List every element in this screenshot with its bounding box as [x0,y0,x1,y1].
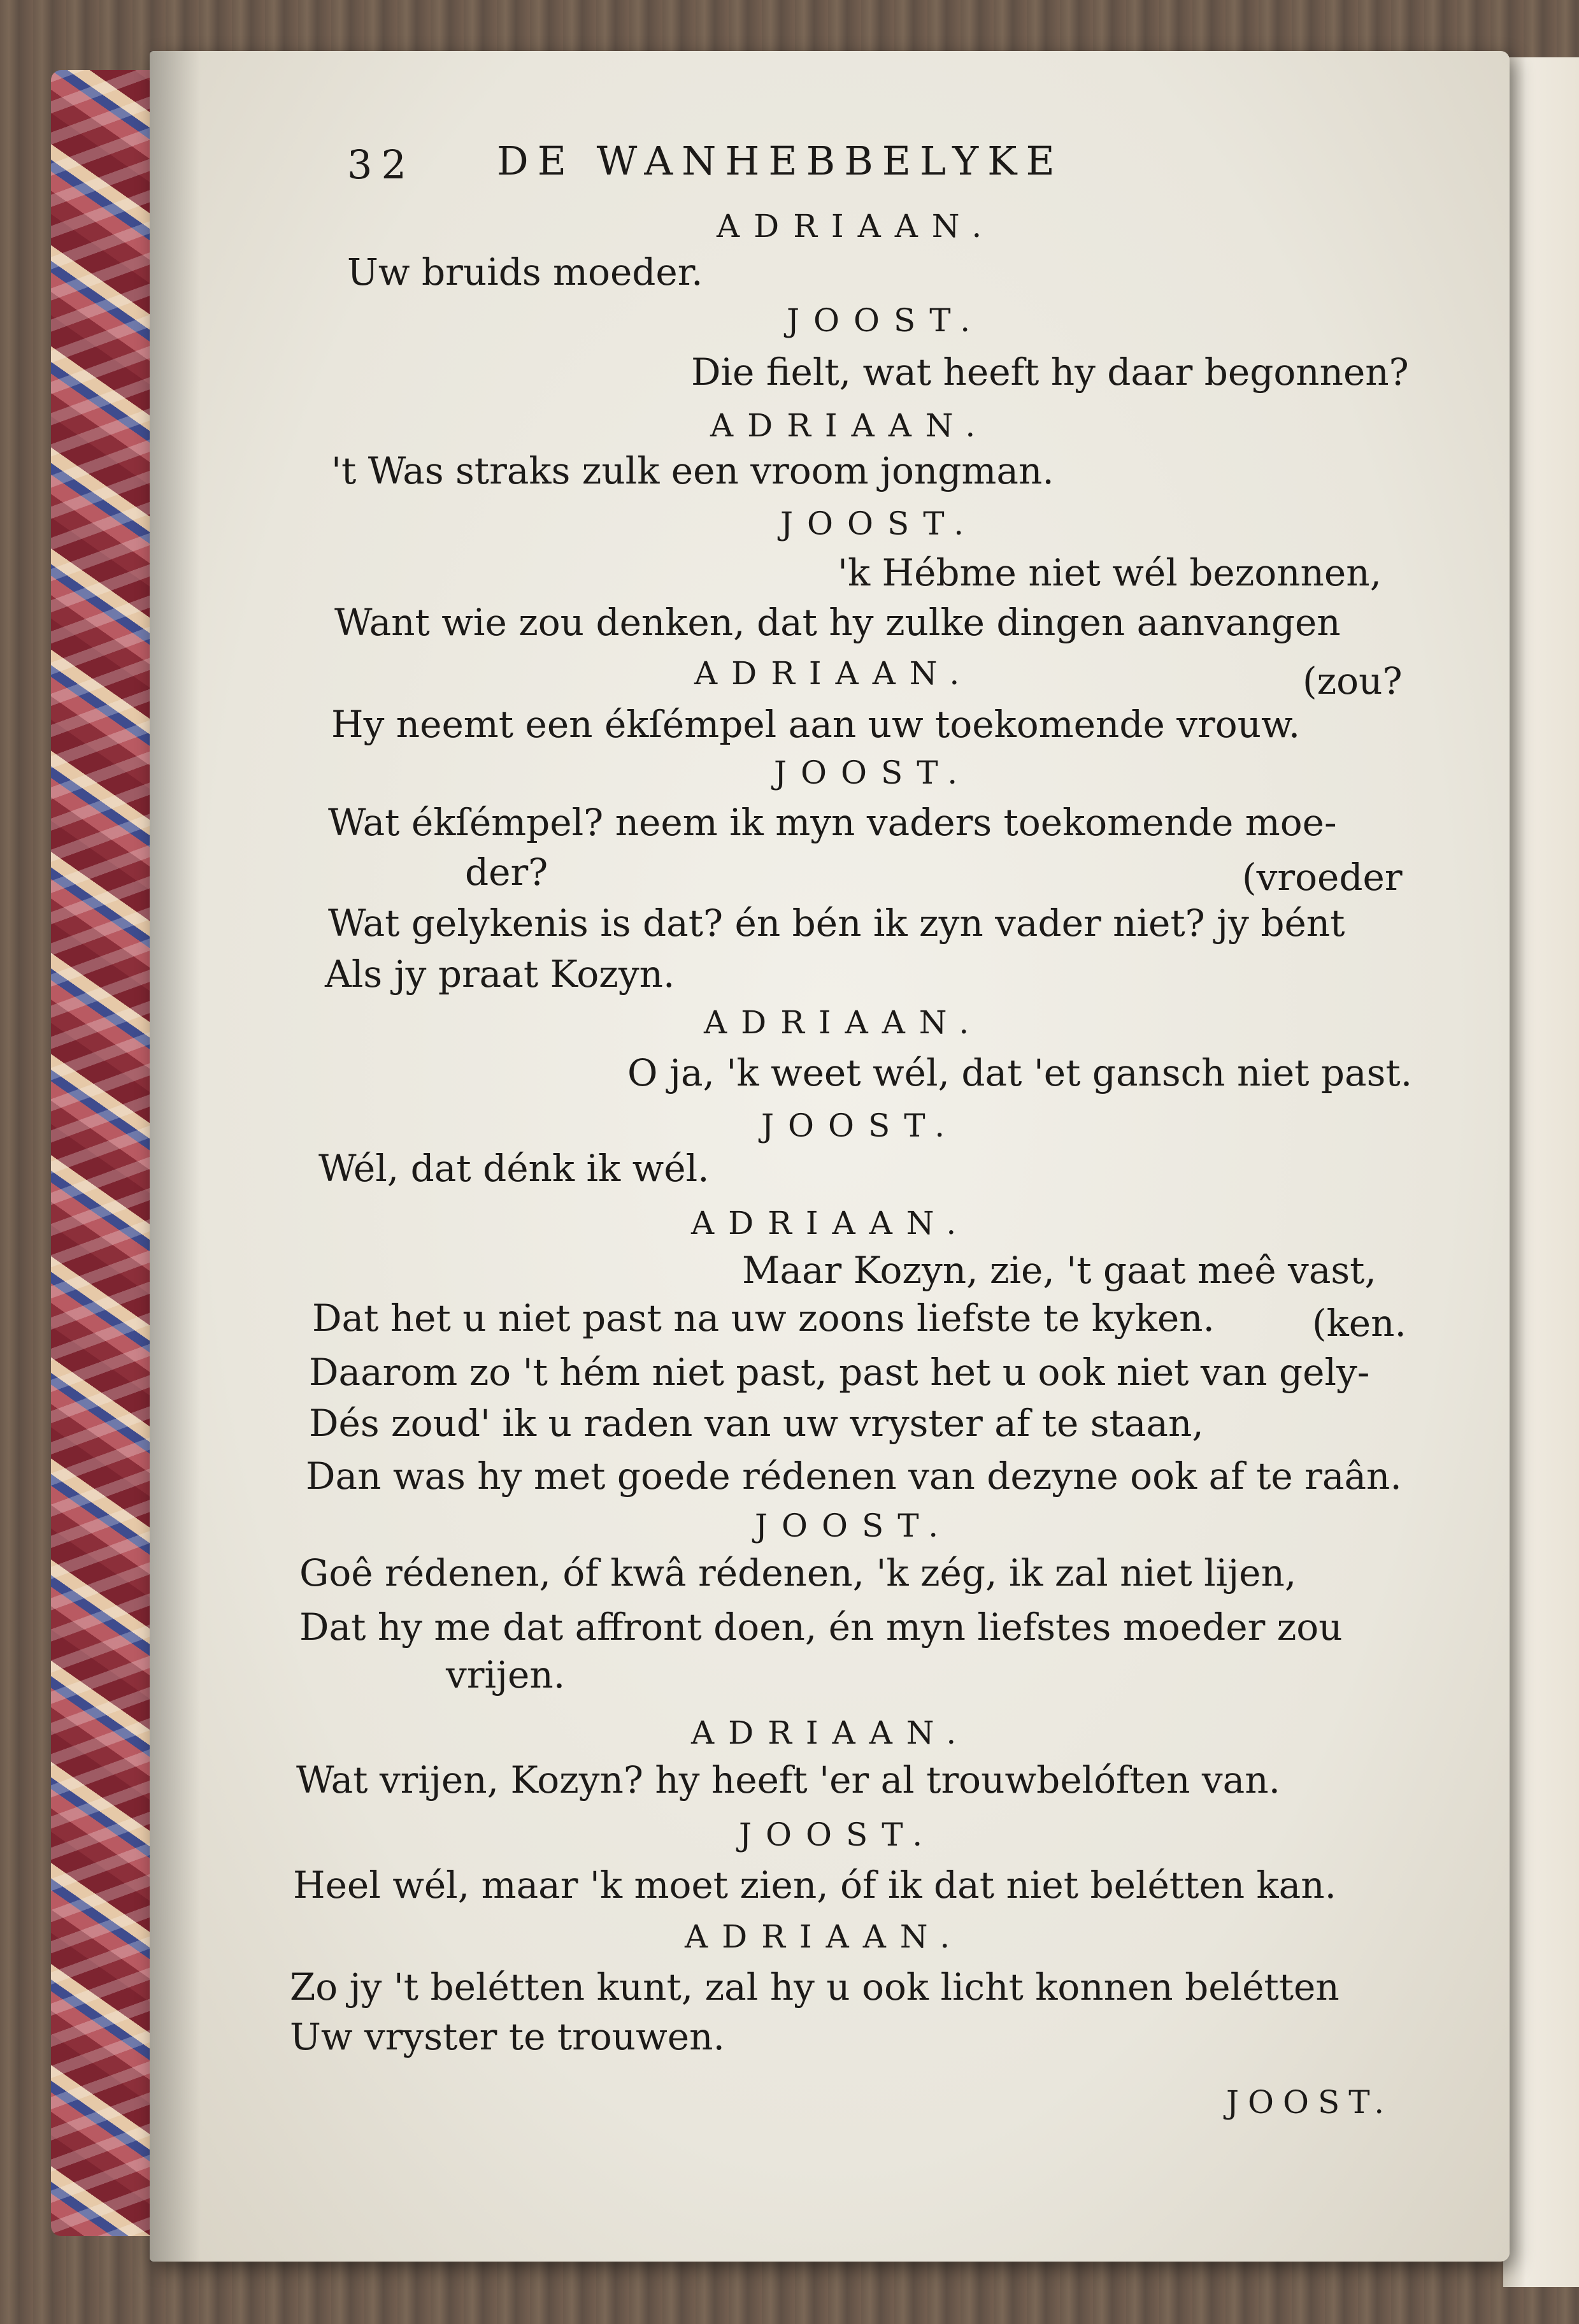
page-number: 32 [347,141,415,188]
verse-line: Hy neemt een ékſémpel aan uw toekomende vrouw. [331,703,1301,746]
speaker-heading: ADRIAAN. [691,1205,971,1242]
verse-line: Die fielt, wat heeft hy daar begonnen? [691,350,1409,394]
speaker-heading: ADRIAAN. [691,1714,971,1751]
verse-line: Dat het u niet past na uw zoons liefste te kyken. [312,1296,1215,1340]
speaker-heading: JOOST. [761,1107,959,1144]
verse-line: Maar Kozyn, zie, 't gaat meê vast, [742,1249,1376,1292]
speaker-heading: ADRIAAN. [694,655,974,692]
verse-line: Wat vrijen, Kozyn? hy heeft 'er al trouwbelóften van. [296,1758,1281,1802]
gutter-shadow [150,51,201,2262]
verse-line: Daarom zo 't hém niet past, past het u ook niet van gely- [309,1351,1370,1394]
verse-line: 'k Hébme niet wél bezonnen, [838,551,1382,594]
speaker-heading: ADRIAAN. [710,407,990,444]
verse-line: O ja, 'k weet wél, dat 'et gansch niet past. [627,1051,1413,1094]
speaker-heading: JOOST. [780,505,978,542]
turnover-line: (vroeder [1242,856,1403,899]
verse-line: Dés zoud' ik u raden van uw vryster af te staan, [309,1402,1204,1445]
verse-line: Want wie zou denken, dat hy zulke dingen aanvangen [334,601,1341,644]
turnover-line: (ken. [1312,1302,1406,1345]
speaker-heading: ADRIAAN. [717,208,996,245]
verse-line: vrijen. [446,1653,566,1696]
facing-page-edge [1503,57,1579,2287]
verse-line: Goê rédenen, óf kwâ rédenen, 'k zég, ik zal niet lijen, [299,1551,1297,1595]
verse-line: Dan was hy met goede rédenen van dezyne ook af te raân. [306,1454,1402,1498]
verse-line: 't Was straks zulk een vroom jongman. [331,449,1054,492]
verse-line: Als jy praat Kozyn. [325,952,675,996]
speaker-heading: JOOST. [774,754,972,791]
catchword: JOOST. [1226,2084,1394,2121]
speaker-heading: JOOST. [787,302,985,339]
verse-line: Wat ékſémpel? neem ik myn vaders toekomende moe- [328,801,1337,844]
verse-line: Zo jy 't belétten kunt, zal hy u ook licht konnen belétten [290,1965,1340,2009]
verse-line: Uw bruids moeder. [347,250,703,294]
speaker-heading: ADRIAAN. [685,1918,964,1955]
turnover-line: (zou? [1303,659,1403,703]
speaker-heading: JOOST. [755,1507,953,1544]
verse-line: Wat gelykenis is dat? én bén ik zyn vader niet? jy bént [328,901,1345,945]
verse-line: Wél, dat dénk ik wél. [318,1147,710,1190]
verse-line: der? [465,850,548,894]
running-head: DE WANHEBBELYKE [497,138,1064,184]
speaker-heading: JOOST. [739,1816,937,1853]
verse-line: Dat hy me dat affront doen, én myn liefstes moeder zou [299,1605,1343,1649]
verse-line: Heel wél, maar 'k moet zien, óf ik dat niet belétten kan. [293,1863,1337,1907]
verse-line: Uw vryster te trouwen. [290,2015,725,2058]
speaker-heading: ADRIAAN. [704,1004,983,1041]
